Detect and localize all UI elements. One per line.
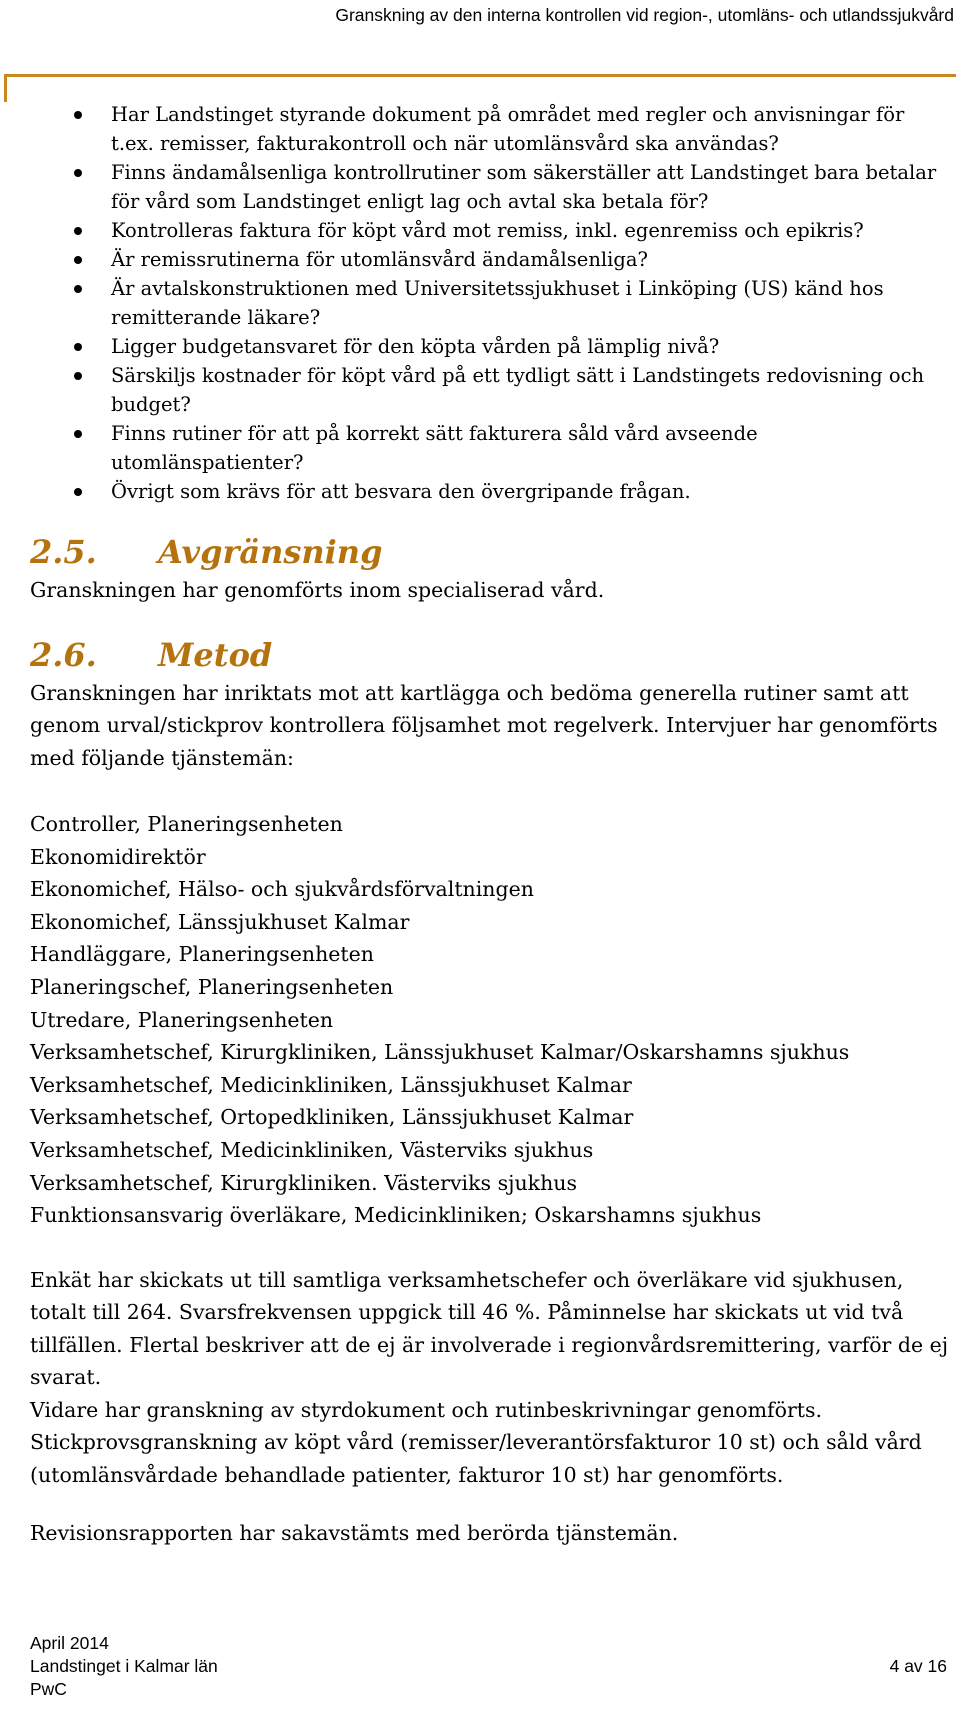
running-header: Granskning av den interna kontrollen vid region-, utomläns- och utlandssjukvård bbox=[335, 5, 954, 25]
interviewee-list bbox=[30, 808, 950, 1232]
footer-date: April 2014 bbox=[30, 1633, 109, 1653]
list-item: Kontrolleras faktura för köpt vård mot remiss, inkl. egenremiss och epikris? bbox=[30, 216, 950, 245]
section-heading-metod: 2.6. Metod bbox=[30, 635, 273, 674]
bullet-icon bbox=[74, 488, 82, 496]
list-item: Finns ändamålsenliga kontrollrutiner som säkerställer att Landstinget bara betalar för vård som Landstinget enligt lag och avtal ska betala för? bbox=[30, 158, 950, 216]
list-item: Ekonomidirektör bbox=[30, 844, 206, 869]
bullet-icon bbox=[74, 169, 82, 177]
list-item: Verksamhetschef, Kirurgkliniken. Västerviks sjukhus bbox=[30, 1170, 577, 1195]
bullet-icon bbox=[74, 372, 82, 380]
bullet-icon bbox=[74, 227, 82, 235]
list-item: Ligger budgetansvaret för den köpta vården på lämplig nivå? bbox=[30, 332, 950, 361]
list-item: Planeringschef, Planeringsenheten bbox=[30, 974, 394, 999]
page-number: 4 av 16 bbox=[889, 1656, 947, 1676]
list-item: Handläggare, Planeringsenheten bbox=[30, 942, 374, 967]
question-list bbox=[30, 100, 950, 506]
page-footer bbox=[30, 1632, 950, 1701]
survey-paragraph: Enkät har skickats ut till samtliga verksamhetschefer och överläkare vid sjukhusen, totalt till 264. Svarsfrekvensen uppgick till 46 %. Påminnelse har skickats ut vid två tillfällen. Flertal beskriver att de ej är involverade i regionvårdsremittering, varför de ej svarat. bbox=[30, 1267, 949, 1390]
page-content bbox=[30, 100, 950, 1550]
footer-company: PwC bbox=[30, 1679, 67, 1699]
list-item: Övrigt som krävs för att besvara den övergripande frågan. bbox=[30, 477, 950, 506]
list-item: Verksamhetschef, Medicinkliniken, Länssjukhuset Kalmar bbox=[30, 1072, 632, 1097]
section-text-avgransning: Granskningen har genomförts inom specialiserad vård. bbox=[30, 578, 605, 602]
bullet-icon bbox=[74, 430, 82, 438]
review-paragraph: Vidare har granskning av styrdokument och rutinbeskrivningar genomförts. Stickprovsgranskning av köpt vård (remisser/leverantörsfakturor 10 st) och såld vård (utomlänsvårdade behandlade patienter, fakturor 10 st) har genomförts. bbox=[30, 1397, 922, 1487]
list-item: Verksamhetschef, Kirurgkliniken, Länssjukhuset Kalmar/Oskarshamns sjukhus bbox=[30, 1040, 850, 1065]
list-item: Är remissrutinerna för utomlänsvård ändamålsenliga? bbox=[30, 245, 950, 274]
section-heading-avgransning: 2.5. Avgränsning bbox=[30, 533, 383, 571]
list-item: Ekonomichef, Hälso- och sjukvårdsförvaltningen bbox=[30, 877, 534, 902]
list-item: Har Landstinget styrande dokument på området med regler och anvisningar för t.ex. remisser, fakturakontroll och när utomlänsvård ska användas? bbox=[30, 100, 950, 158]
list-item: Verksamhetschef, Ortopedkliniken, Länssjukhuset Kalmar bbox=[30, 1105, 634, 1130]
bullet-icon bbox=[74, 256, 82, 264]
reconciliation-paragraph: Revisionsrapporten har sakavstämts med berörda tjänstemän. bbox=[30, 1521, 679, 1546]
list-item: Verksamhetschef, Medicinkliniken, Västerviks sjukhus bbox=[30, 1137, 594, 1162]
bullet-icon bbox=[74, 343, 82, 351]
list-item: Funktionsansvarig överläkare, Medicinkliniken; Oskarshamns sjukhus bbox=[30, 1203, 762, 1228]
list-item: Finns rutiner för att på korrekt sätt fakturera såld vård avseende utomlänspatienter? bbox=[30, 419, 950, 477]
method-intro: Granskningen har inriktats mot att kartlägga och bedöma generella rutiner samt att genom urval/stickprov kontrollera följsamhet mot regelverk. Intervjuer har genomförts med följande tjänstemän: bbox=[30, 680, 938, 770]
footer-organization: Landstinget i Kalmar län bbox=[30, 1656, 218, 1676]
header-rule-tick bbox=[4, 74, 7, 102]
header-rule bbox=[4, 74, 956, 77]
bullet-icon bbox=[74, 285, 82, 293]
bullet-icon bbox=[74, 111, 82, 119]
list-item: Är avtalskonstruktionen med Universitetssjukhuset i Linköping (US) känd hos remitterande läkare? bbox=[30, 274, 950, 332]
list-item: Särskiljs kostnader för köpt vård på ett tydligt sätt i Landstingets redovisning och budget? bbox=[30, 361, 950, 419]
list-item: Controller, Planeringsenheten bbox=[30, 812, 343, 836]
list-item: Ekonomichef, Länssjukhuset Kalmar bbox=[30, 909, 410, 934]
list-item: Utredare, Planeringsenheten bbox=[30, 1007, 334, 1032]
